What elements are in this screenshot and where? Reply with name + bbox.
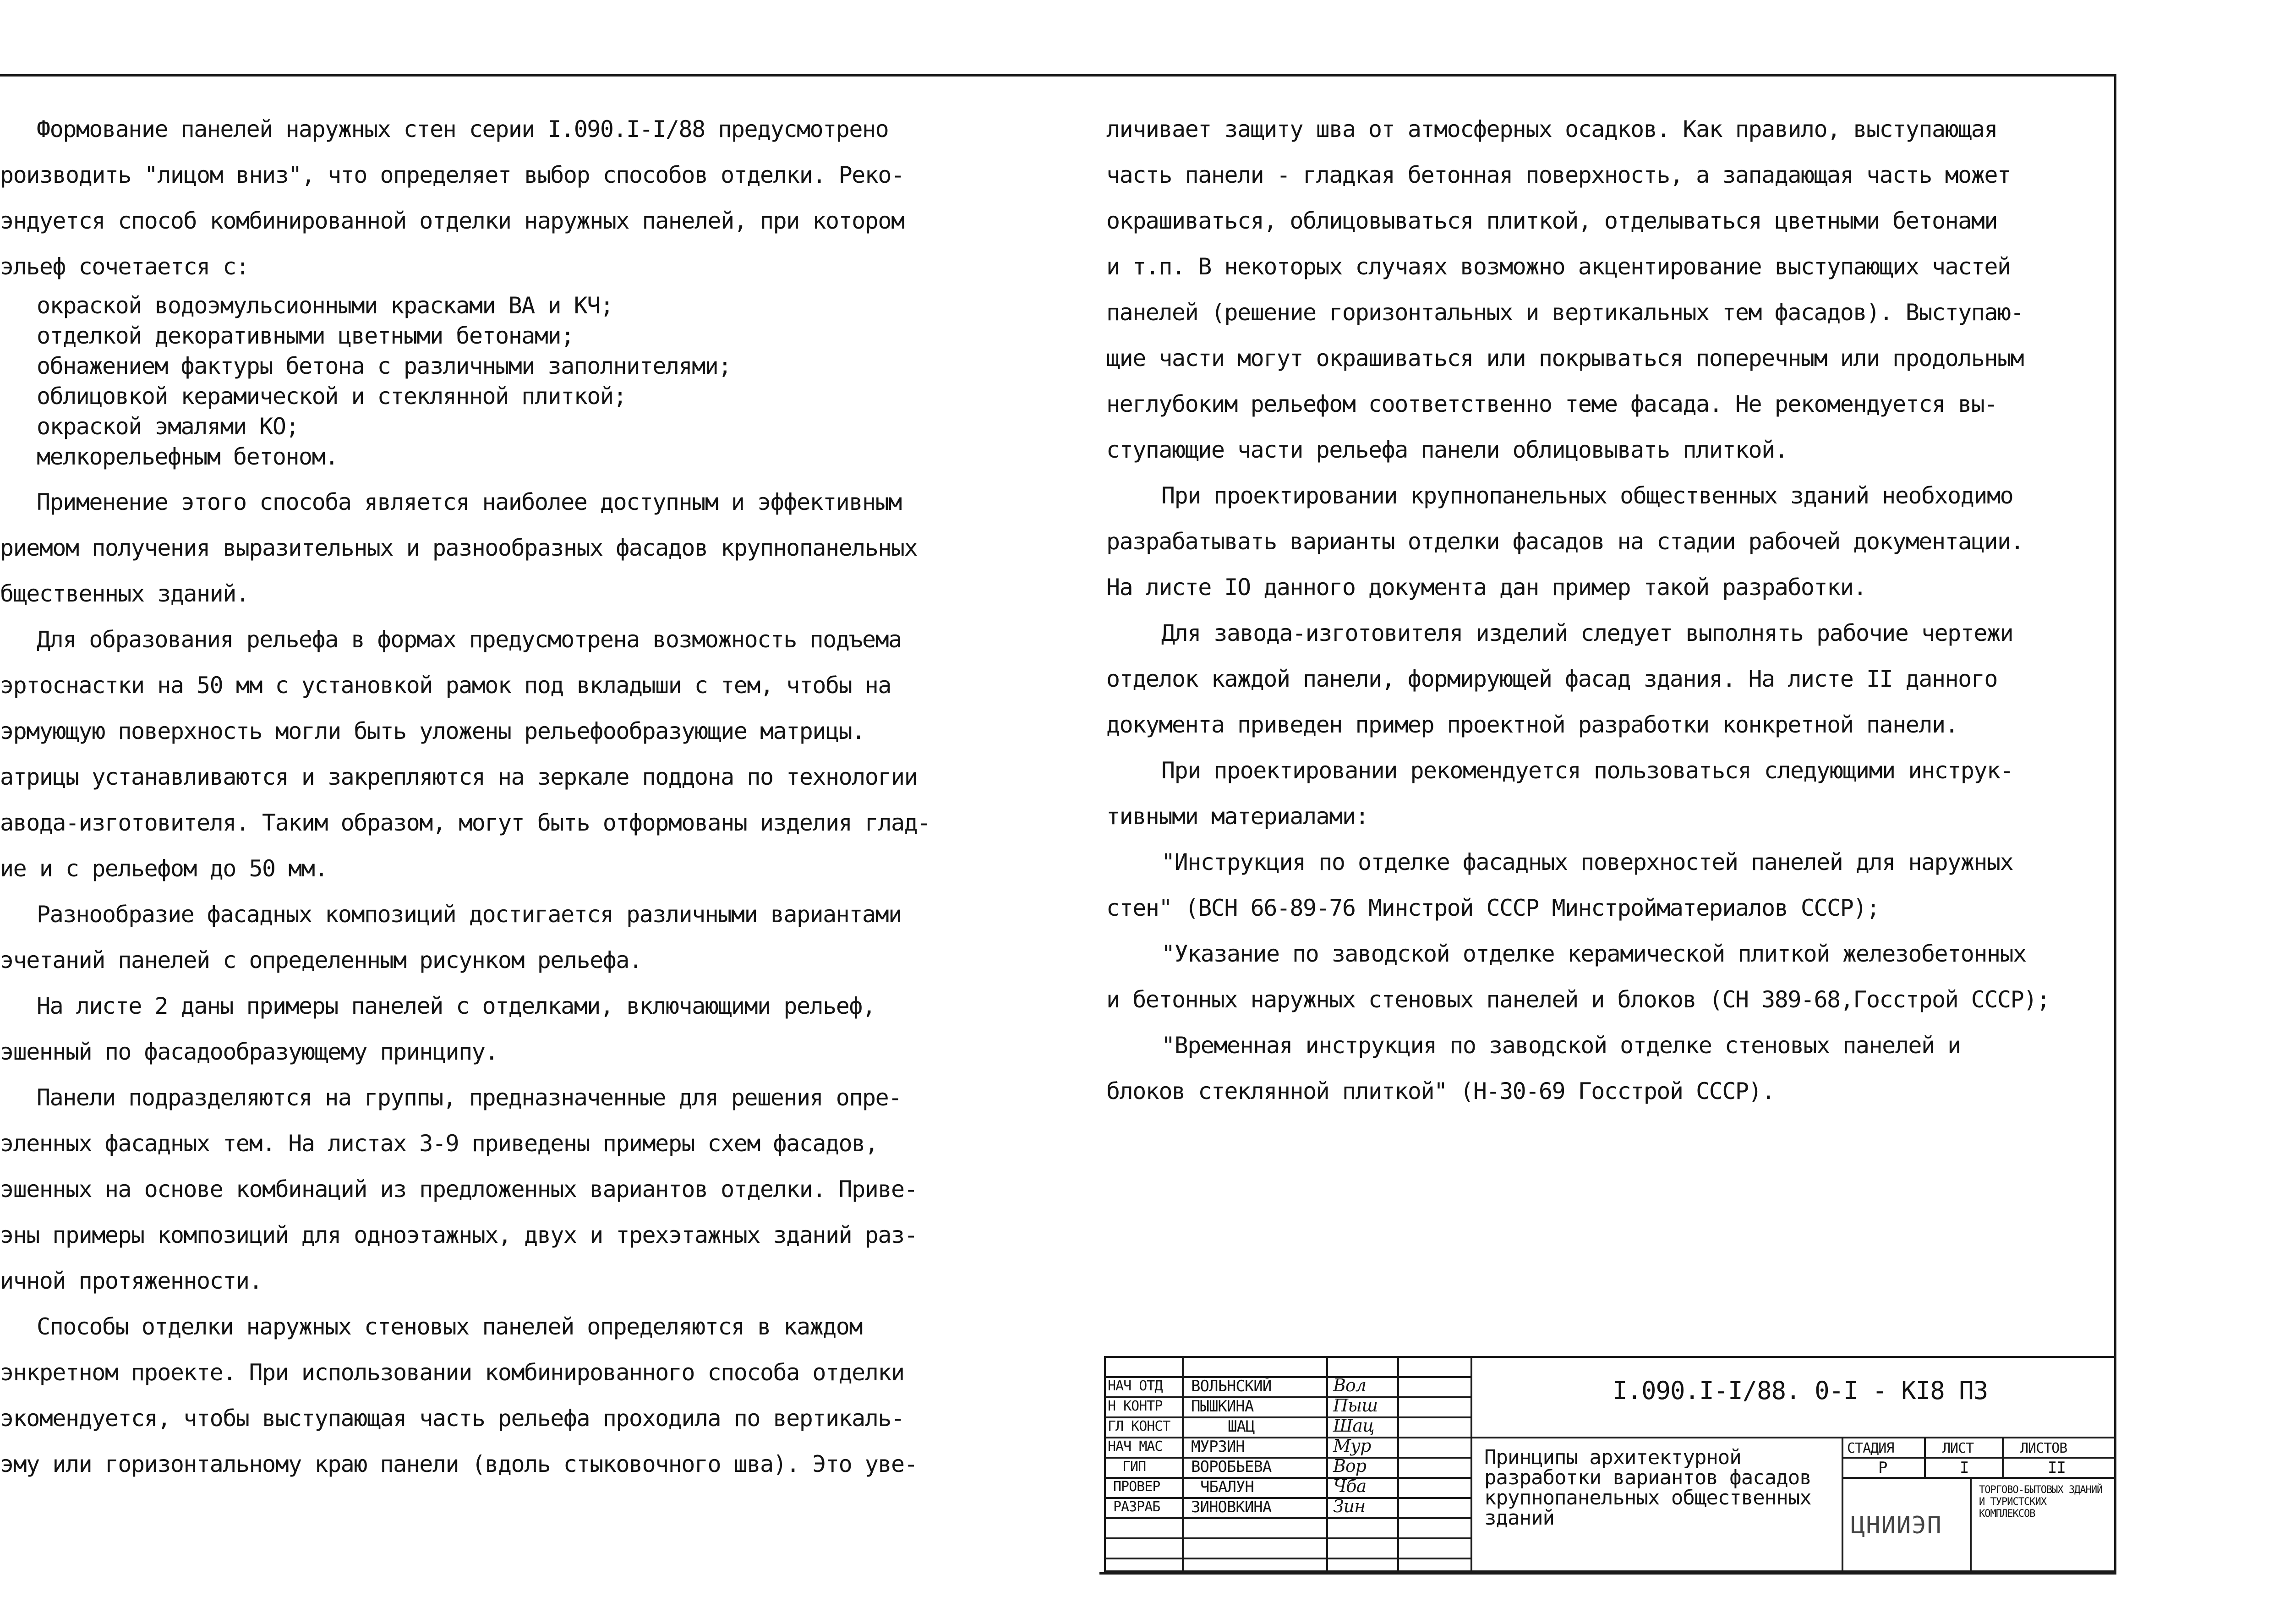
- signer-name: ВОЛЬНСКИЙ: [1191, 1377, 1272, 1395]
- signer-name: ЗИНОВКИНА: [1191, 1498, 1272, 1516]
- signer-role: ГЛ КОНСТ: [1108, 1418, 1170, 1434]
- stamp-grid-line: [1182, 1356, 1184, 1572]
- stamp-grid-line: [1397, 1356, 1399, 1572]
- text-line: На листе IO данного документа дан пример такой разработки.: [1106, 574, 1866, 601]
- stamp-grid-line: [1104, 1437, 2116, 1438]
- list-item: окраской водоэмульсионными красками ВА и КЧ;: [37, 292, 613, 319]
- text-line: энкретном проекте. При использовании комбинированного способа отделки: [0, 1359, 904, 1386]
- text-line: и бетонных наружных стеновых панелей и блоков (СН 389-68,Госстрой СССР);: [1106, 986, 2050, 1013]
- text-line: бщественных зданий.: [0, 580, 249, 607]
- frame-right-line: [2114, 74, 2116, 1575]
- signature: Вол: [1333, 1375, 1366, 1395]
- text-line: Для образования рельефа в формах предусмотрена возможность подъема: [37, 626, 902, 653]
- signer-role: ПРОВЕР: [1113, 1479, 1160, 1495]
- text-line: риемом получения выразительных и разнообразных фасадов крупнопанельных: [0, 535, 918, 561]
- stamp-grid-line: [1842, 1477, 2116, 1479]
- stamp-top-line: [1104, 1356, 2116, 1358]
- list-item: обнажением фактуры бетона с различными заполнителями;: [37, 353, 731, 379]
- text-line: "Указание по заводской отделке керамической плиткой железобетонных: [1161, 940, 2026, 967]
- text-line: На листе 2 даны примеры панелей с отделками, включающими рельеф,: [37, 993, 875, 1019]
- signature: Зин: [1333, 1496, 1366, 1516]
- stamp-grid-line: [1470, 1356, 1472, 1572]
- text-line: часть панели - гладкая бетонная поверхность, а западающая часть может: [1106, 162, 2011, 188]
- stamp-grid-line: [1104, 1517, 1470, 1519]
- stamp-grid-line: [1842, 1437, 1843, 1572]
- signature: Чба: [1333, 1476, 1367, 1496]
- text-line: Панели подразделяются на группы, предназначенные для решения опре-: [37, 1084, 902, 1111]
- list-item: мелкорельефным бетоном.: [37, 443, 338, 470]
- drawing-title: Принципы архитектурной разработки вариантов фасадов крупнопанельных общественных зданий: [1484, 1446, 1811, 1530]
- text-line: эчетаний панелей с определенным рисунком рельефа.: [0, 947, 642, 973]
- text-line: тивными материалами:: [1106, 803, 1369, 830]
- stamp-bottom-line: [1104, 1570, 2116, 1572]
- stamp-grid-line: [1104, 1558, 1470, 1559]
- signer-name: ПЫШКИНА: [1191, 1397, 1254, 1416]
- text-line: личивает защиту шва от атмосферных осадков. Как правило, выступающая: [1106, 116, 1997, 142]
- text-line: экомендуется, чтобы выступающая часть рельефа проходила по вертикаль-: [0, 1405, 904, 1432]
- text-line: неглубоким рельефом соответственно теме фасада. Не рекомендуется вы-: [1106, 391, 1997, 417]
- signer-name: ВОРОБЬЕВА: [1191, 1458, 1272, 1476]
- signer-role: Н КОНТР: [1108, 1398, 1163, 1414]
- text-line: Применение этого способа является наиболее доступным и эффективным: [37, 489, 902, 515]
- document-code: I.090.I-I/88. 0-I - KI8 ПЗ: [1613, 1376, 1988, 1405]
- text-line: ие и с рельефом до 50 мм.: [0, 855, 328, 882]
- frame-top-line: [0, 74, 2116, 77]
- signer-name: МУРЗИН: [1191, 1438, 1245, 1456]
- organization-note: ТОРГОВО-БЫТОВЫХ ЗДАНИЙ И ТУРИСТСКИХ КОМПЛЕКСОВ: [1979, 1484, 2103, 1520]
- list-item: окраской эмалями КО;: [37, 413, 299, 440]
- signature: Вор: [1333, 1456, 1367, 1476]
- text-line: эрмующую поверхность могли быть уложены рельефообразующие матрицы.: [0, 718, 865, 744]
- text-line: эны примеры композиций для одноэтажных, двух и трехэтажных зданий раз-: [0, 1222, 918, 1248]
- text-line: Формование панелей наружных стен серии I.090.I-I/88 предусмотрено: [37, 116, 889, 142]
- text-line: роизводить "лицом вниз", что определяет выбор способов отделки. Реко-: [0, 162, 904, 188]
- signer-name: ШАЦ: [1228, 1417, 1255, 1436]
- text-line: эшенный по фасадообразующему принципу.: [0, 1039, 498, 1065]
- text-line: эму или горизонтальному краю панели (вдоль стыковочного шва). Это уве-: [0, 1451, 918, 1477]
- stamp-grid-line: [1326, 1356, 1328, 1572]
- text-line: отделок каждой панели, формирующей фасад здания. На листе II данного: [1106, 666, 1997, 692]
- signer-name: ЧБАЛУН: [1200, 1478, 1254, 1496]
- text-line: "Инструкция по отделке фасадных поверхностей панелей для наружных: [1161, 849, 2013, 875]
- sheets-value: II: [2048, 1459, 2066, 1477]
- stamp-grid-line: [1104, 1457, 1470, 1459]
- text-line: стен" (ВСН 66-89-76 Минстрой СССР Минстройматериалов СССР);: [1106, 895, 1880, 921]
- text-line: Разнообразие фасадных композиций достигается различными вариантами: [37, 901, 902, 928]
- stamp-grid-line: [2002, 1437, 2004, 1477]
- text-line: документа приведен пример проектной разработки конкретной панели.: [1106, 711, 1958, 738]
- signature: Пыш: [1333, 1395, 1378, 1416]
- list-item: облицовкой керамической и стеклянной плиткой;: [37, 383, 627, 410]
- stamp-grid-line: [1104, 1356, 1106, 1572]
- list-item: отделкой декоративными цветными бетонами;: [37, 323, 574, 349]
- stage-label: СТАДИЯ: [1847, 1440, 1894, 1456]
- text-line: Способы отделки наружных стеновых панелей определяются в каждом: [37, 1313, 862, 1340]
- signature: Шац: [1333, 1416, 1374, 1436]
- signer-role: НАЧ ОТД: [1108, 1378, 1163, 1394]
- text-line: Для завода-изготовителя изделий следует выполнять рабочие чертежи: [1161, 620, 2013, 646]
- sheet-value: I: [1960, 1459, 1969, 1477]
- stamp-grid-line: [1970, 1477, 1972, 1572]
- text-line: и т.п. В некоторых случаях возможно акцентирование выступающих частей: [1106, 253, 2011, 280]
- signature: Мур: [1333, 1436, 1371, 1456]
- stamp-grid-line: [1104, 1537, 1470, 1539]
- text-line: атрицы устанавливаются и закрепляются на зеркале поддона по технологии: [0, 764, 918, 790]
- text-line: эльеф сочетается с:: [0, 253, 249, 280]
- stage-value: Р: [1878, 1459, 1887, 1477]
- text-line: эленных фасадных тем. На листах 3-9 приведены примеры схем фасадов,: [0, 1130, 878, 1157]
- text-line: панелей (решение горизонтальных и вертикальных тем фасадов). Выступаю-: [1106, 299, 2024, 326]
- right-text-column: [1106, 106, 2114, 1114]
- text-line: эндуется способ комбинированной отделки наружных панелей, при котором: [0, 208, 904, 234]
- signer-role: НАЧ МАС: [1108, 1438, 1163, 1454]
- stamp-grid-line: [1924, 1437, 1926, 1477]
- signer-role: ГИП: [1122, 1459, 1146, 1475]
- sheet-label: ЛИСТ: [1942, 1440, 1974, 1456]
- text-line: окрашиваться, облицовываться плиткой, отделываться цветными бетонами: [1106, 208, 1997, 234]
- text-line: разрабатывать варианты отделки фасадов на стадии рабочей документации.: [1106, 528, 2024, 555]
- text-line: ступающие части рельефа панели облицовывать плиткой.: [1106, 437, 1788, 463]
- text-line: При проектировании крупнопанельных общественных зданий необходимо: [1161, 482, 2013, 509]
- text-line: авода-изготовителя. Таким образом, могут быть отформованы изделия глад-: [0, 809, 930, 836]
- left-text-column: [0, 106, 1019, 1487]
- text-line: При проектировании рекомендуется пользоваться следующими инструк-: [1161, 757, 2013, 784]
- text-line: "Временная инструкция по заводской отделке стеновых панелей и: [1161, 1032, 1961, 1059]
- text-line: щие части могут окрашиваться или покрываться поперечным или продольным: [1106, 345, 2024, 372]
- text-line: ичной протяженности.: [0, 1268, 262, 1294]
- text-line: эртоснастки на 50 мм с установкой рамок под вкладыши с тем, чтобы на: [0, 672, 891, 699]
- organization-name: ЦНИИЭП: [1851, 1512, 1942, 1539]
- text-line: блоков стеклянной плиткой" (Н-30-69 Госстрой СССР).: [1106, 1078, 1775, 1105]
- text-line: эшенных на основе комбинаций из предложенных вариантов отделки. Приве-: [0, 1176, 918, 1203]
- sheets-label: ЛИСТОВ: [2020, 1440, 2067, 1456]
- signer-role: РАЗРАБ: [1113, 1499, 1160, 1515]
- title-block-stamp: [1104, 1356, 2116, 1574]
